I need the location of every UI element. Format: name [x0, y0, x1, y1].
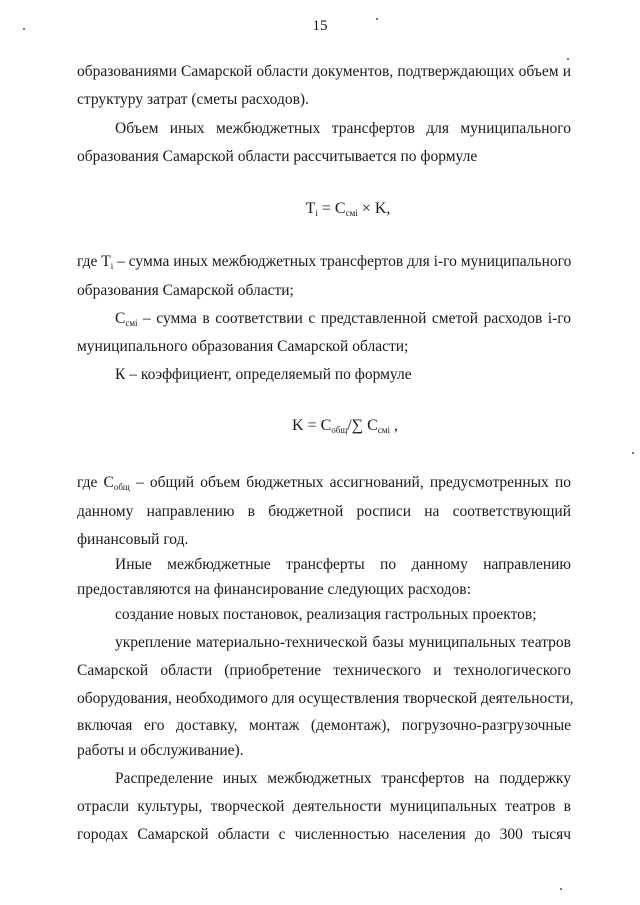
text-line: городах Самарской области с численностью населения до 300 тысяч [77, 826, 571, 843]
text-line: где $T_i$ – сумма иных межбюджетных трансфертов для i-го муниципального [77, 253, 572, 271]
scan-speck [632, 452, 634, 454]
text-line: укрепление материально-технической базы муниципальных театров [115, 634, 571, 651]
text-line: оборудования, необходимого для осуществления творческой деятельности, [77, 690, 574, 707]
scan-speck [567, 58, 569, 60]
text-line: Распределение иных межбюджетных трансфертов на поддержку [115, 770, 571, 787]
text-line: К – коэффициент, определяемый по формуле [115, 366, 412, 383]
text-line: Иные межбюджетные трансферты по данному направлению [115, 556, 571, 573]
text-line: Объем иных межбюджетных трансфертов для муниципального [115, 120, 571, 137]
formula-ti: $T_i = C_{смi} \times K$, [305, 200, 391, 218]
formula-k: $K = C_{общ}/\sum$ $C_{смi}$ , [292, 417, 398, 435]
scan-speck [23, 28, 25, 30]
text-line: предоставляются на финансирование следующих расходов: [77, 581, 471, 598]
text-line: финансовый год. [77, 531, 189, 548]
text-line: где $C_{общ}$ – общий объем бюджетных ассигнований, предусмотренных по [77, 474, 571, 492]
scan-speck [560, 888, 562, 890]
text-line: данному направлению в бюджетной росписи на соответствующий [77, 503, 571, 520]
text-line: образования Самарской области рассчитывается по формуле [77, 148, 478, 165]
page-number: 15 [312, 18, 328, 34]
text-line: структуру затрат (сметы расходов). [77, 91, 309, 108]
scan-speck [376, 18, 378, 20]
text-line: отрасли культуры, творческой деятельности муниципальных театров в [77, 798, 571, 815]
text-line: включая его доставку, монтаж (демонтаж), погрузочно-разгрузочные [77, 717, 571, 734]
text-line: Самарской области (приобретение технического и технологического [77, 662, 571, 679]
text-line: образования Самарской области; [77, 282, 294, 299]
text-line: работы и обслуживание). [77, 742, 244, 759]
text-line: муниципального образования Самарской области; [77, 338, 409, 355]
text-line: создание новых постановок, реализация гастрольных проектов; [115, 606, 537, 623]
text-line: образованиями Самарской области документов, подтверждающих объем и [77, 63, 571, 80]
text-line: $C_{смi}$ – сумма в соответствии с представленной сметой расходов i-го [115, 310, 571, 328]
